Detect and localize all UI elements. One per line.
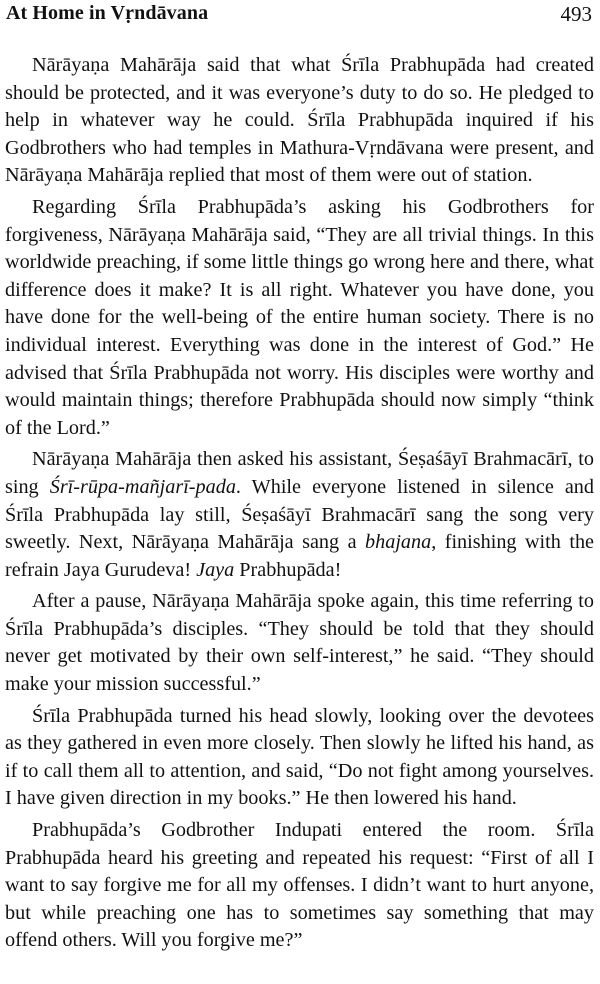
italic-term: bhajana: [365, 531, 432, 554]
paragraph: After a pause, Nārāyaṇa Mahārāja spoke again, this time referring to Śrīla Prabhupāda’s disciples. “They should be told that they should never get motivated by their own self-interest,” he said. “They should make your mission successful.”: [5, 590, 594, 696]
body-text: [5, 52, 594, 955]
text-run: . While everyone listened in silence and Śrīla Prabhupāda lay still, Śeṣaśāyī Brahmacārī sang the song very sweetly. Next, Nārāyaṇa Mahārāja sang a: [5, 475, 594, 554]
running-header: [6, 2, 592, 26]
paragraph: Nārāyaṇa Mahārāja said that what Śrīla Prabhupāda had created should be protected, and it was everyone’s duty to do so. He pledged to help in whatever way he could. Śrīla Prabhupāda inquired if his Godbrothers who had temples in Mathura-Vṛndāvana were present, and Nārāyaṇa Mahārāja replied that most of them were out of station.: [5, 54, 594, 187]
text-run: , finishing with the refrain Jaya Gurudeva!: [5, 531, 594, 581]
song-title: Śrī-rūpa-mañjarī-pada: [49, 475, 236, 498]
running-title: At Home in Vṛndāvana: [6, 2, 209, 24]
paragraph: Prabhupāda’s Godbrother Indupati entered the room. Śrīla Prabhupāda heard his greeting and repeated his request: “First of all I want to say forgive me for all my offenses. I didn’t want to hurt anyone, but while preaching one has to sometimes say something that may offend others. Will you forgive me?”: [5, 819, 594, 952]
page-number: 493: [560, 2, 592, 26]
paragraph: Śrīla Prabhupāda turned his head slowly, looking over the devotees as they gathered in even more closely. Then slowly he lifted his hand, as if to call them all to attention, and said, “Do not fight among yourselves. I have given direction in my books.” He then lowered his hand.: [5, 704, 594, 810]
text-run: Prabhupāda!: [234, 558, 342, 581]
paragraph: Regarding Śrīla Prabhupāda’s asking his Godbrothers for forgiveness, Nārāyaṇa Mahārāja said, “They are all trivial things. In this worldwide preaching, if some little things go wrong here and there, what difference does it make? It is all right. Whatever you have done, you have done for the well-being of the entire human society. There is no individual interest. Everything was done in the interest of God.” He advised that Śrīla Prabhupāda not worry. His disciples were worthy and would maintain things; therefore Prabhupāda should now simply “think of the Lord.”: [5, 195, 594, 439]
text-run: Nārāyaṇa Mahārāja then asked his assistant, Śeṣaśāyī Brahmacārī, to sing: [5, 448, 594, 498]
paragraph: [5, 446, 594, 584]
italic-term: Jaya: [196, 558, 235, 581]
